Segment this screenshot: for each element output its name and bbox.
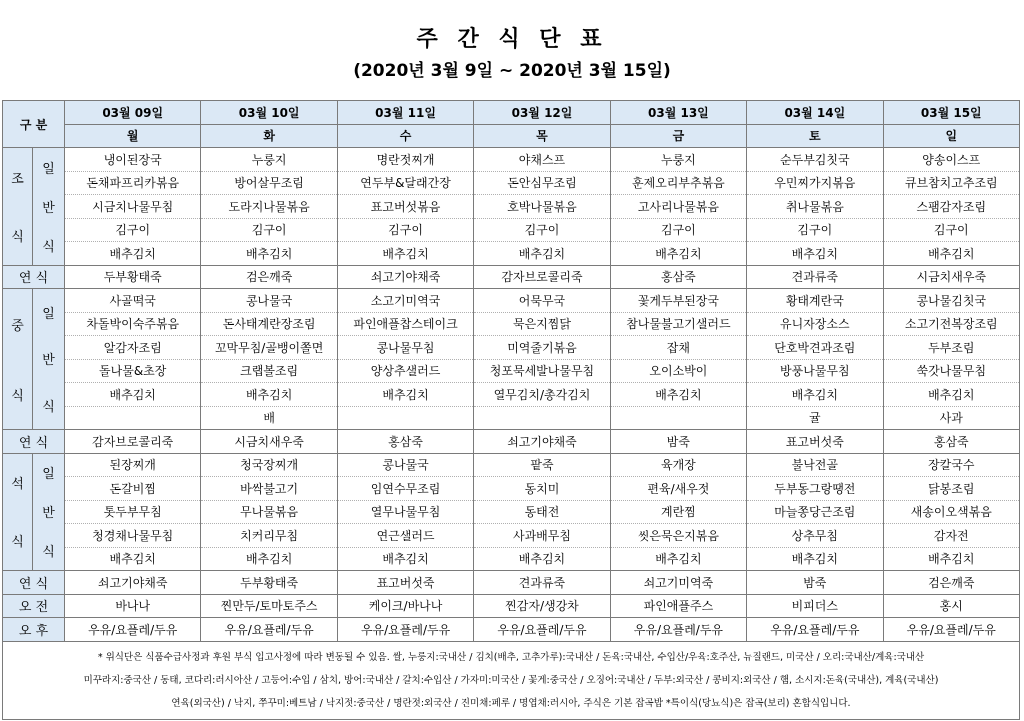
- menu-item: 된장찌개: [65, 453, 201, 477]
- menu-item: 배추김치: [337, 383, 473, 407]
- soft-diet-item: 쇠고기야채죽: [65, 571, 201, 595]
- menu-item: 명란젓찌개: [337, 148, 473, 172]
- menu-item: 상추무침: [747, 524, 883, 548]
- pm-snack-item: 우유/요플레/두유: [337, 618, 473, 642]
- menu-item: 냉이된장국: [65, 148, 201, 172]
- soft-diet-item: 검은깨죽: [201, 265, 337, 289]
- menu-item: 배추김치: [883, 242, 1019, 266]
- menu-item: 꽃게두부된장국: [610, 289, 746, 313]
- general-diet-label-char: 반: [42, 506, 55, 522]
- soft-diet-item: 쇠고기야채죽: [337, 265, 473, 289]
- menu-item: 열무김치/총각김치: [474, 383, 610, 407]
- menu-item: 배추김치: [474, 547, 610, 571]
- lunch-label: [3, 289, 33, 430]
- menu-item: 배추김치: [65, 547, 201, 571]
- soft-diet-item: 견과류죽: [747, 265, 883, 289]
- menu-item: 우민찌가지볶음: [747, 171, 883, 195]
- menu-item: 두부조림: [883, 336, 1019, 360]
- menu-item: 스팸감자조림: [883, 195, 1019, 219]
- menu-item: 김구이: [65, 218, 201, 242]
- menu-item: 쑥갓나물무침: [883, 359, 1019, 383]
- menu-item: 김구이: [337, 218, 473, 242]
- breakfast-label: [3, 148, 33, 266]
- soft-diet-item: 감자브로콜리죽: [65, 430, 201, 454]
- menu-item: 방풍나물무침: [747, 359, 883, 383]
- soft-diet-item: 쇠고기야채죽: [474, 430, 610, 454]
- menu-item: 김구이: [201, 218, 337, 242]
- general-diet-label-char: 식: [42, 239, 55, 255]
- menu-item: 계란찜: [610, 500, 746, 524]
- weekday-header: 일: [883, 124, 1019, 148]
- menu-item: 닭봉조림: [883, 477, 1019, 501]
- soft-diet-item: 쇠고기미역죽: [610, 571, 746, 595]
- weekday-header: 토: [747, 124, 883, 148]
- menu-item: 도라지나물볶음: [201, 195, 337, 219]
- menu-item: 차돌박이숙주볶음: [65, 312, 201, 336]
- pm-snack-item: 우유/요플레/두유: [201, 618, 337, 642]
- menu-item: 콩나물무침: [337, 336, 473, 360]
- menu-item: 참나물불고기샐러드: [610, 312, 746, 336]
- menu-item: 임연수무조림: [337, 477, 473, 501]
- general-diet-label: [33, 453, 65, 571]
- menu-item: 배추김치: [610, 547, 746, 571]
- menu-item: 장칼국수: [883, 453, 1019, 477]
- menu-item: 단호박견과조림: [747, 336, 883, 360]
- menu-item: 배추김치: [610, 242, 746, 266]
- menu-item: 누룽지: [201, 148, 337, 172]
- menu-item: [610, 406, 746, 430]
- date-header: 03월 14일: [747, 101, 883, 125]
- menu-item: 알감자조림: [65, 336, 201, 360]
- menu-item: [474, 406, 610, 430]
- menu-item: 육개장: [610, 453, 746, 477]
- general-diet-label-text: [33, 148, 64, 265]
- date-header: 03월 09일: [65, 101, 201, 125]
- menu-item: 청포묵세발나물무침: [474, 359, 610, 383]
- pm-snack-item: 우유/요플레/두유: [747, 618, 883, 642]
- am-snack-item: 파인애플주스: [610, 594, 746, 618]
- lunch-label-text: [3, 289, 32, 429]
- soft-diet-item: 두부황태죽: [65, 265, 201, 289]
- pm-snack-label: 오 후: [3, 618, 65, 642]
- general-diet-label-char: 반: [42, 353, 55, 369]
- menu-item: 편육/새우젓: [610, 477, 746, 501]
- menu-item: 청경채나물무침: [65, 524, 201, 548]
- dinner-label-char: 석: [11, 477, 24, 493]
- menu-item: 돈사태계란장조림: [201, 312, 337, 336]
- ingredient-origin-notes: [2, 641, 1020, 720]
- menu-item: 김구이: [747, 218, 883, 242]
- menu-item: 배: [201, 406, 337, 430]
- menu-item: 미역줄기볶음: [474, 336, 610, 360]
- soft-diet-item: 표고버섯죽: [747, 430, 883, 454]
- menu-item: 배추김치: [610, 383, 746, 407]
- menu-item: 사과배무침: [474, 524, 610, 548]
- am-snack-item: 홍시: [883, 594, 1019, 618]
- am-snack-item: 찐만두/토마토주스: [201, 594, 337, 618]
- dinner-label-char: 식: [11, 535, 24, 551]
- date-header: 03월 12일: [474, 101, 610, 125]
- weekday-header: 화: [201, 124, 337, 148]
- breakfast-label-char: 조: [11, 171, 24, 187]
- menu-item: 무나물볶음: [201, 500, 337, 524]
- menu-item: 톳두부무침: [65, 500, 201, 524]
- general-diet-label-char: 일: [42, 306, 55, 322]
- menu-item: 동태전: [474, 500, 610, 524]
- menu-item: 동치미: [474, 477, 610, 501]
- soft-diet-item: 홍삼죽: [883, 430, 1019, 454]
- soft-diet-item: 두부황태죽: [201, 571, 337, 595]
- weekly-menu-table: [2, 100, 1020, 642]
- menu-item: 소고기미역국: [337, 289, 473, 313]
- menu-item: 돈갈비찜: [65, 477, 201, 501]
- soft-diet-item: 검은깨죽: [883, 571, 1019, 595]
- menu-item: 치커리무침: [201, 524, 337, 548]
- menu-item: 바싹불고기: [201, 477, 337, 501]
- menu-item: 유니자장소스: [747, 312, 883, 336]
- am-snack-label: 오 전: [3, 594, 65, 618]
- menu-item: 김구이: [883, 218, 1019, 242]
- general-diet-label-char: 일: [42, 467, 55, 483]
- dinner-label-text: [3, 454, 32, 571]
- menu-item: 배추김치: [201, 383, 337, 407]
- header-label: 구 분: [3, 101, 65, 148]
- date-header: 03월 10일: [201, 101, 337, 125]
- menu-item: 돈안심무조림: [474, 171, 610, 195]
- menu-item: 방어살무조림: [201, 171, 337, 195]
- menu-item: 오이소박이: [610, 359, 746, 383]
- dinner-label: [3, 453, 33, 571]
- am-snack-item: 바나나: [65, 594, 201, 618]
- am-snack-item: 비피더스: [747, 594, 883, 618]
- breakfast-label-char: 식: [11, 229, 24, 245]
- lunch-label-char: 식: [11, 388, 24, 404]
- menu-item: 콩나물국: [201, 289, 337, 313]
- general-diet-label-text: [33, 289, 64, 429]
- menu-item: 배추김치: [474, 242, 610, 266]
- menu-item: [337, 406, 473, 430]
- menu-item: 배추김치: [201, 547, 337, 571]
- menu-item: 배추김치: [201, 242, 337, 266]
- menu-item: 콩나물김칫국: [883, 289, 1019, 313]
- menu-item: 묵은지찜닭: [474, 312, 610, 336]
- menu-item: 청국장찌개: [201, 453, 337, 477]
- menu-item: 어묵무국: [474, 289, 610, 313]
- menu-item: 콩나물국: [337, 453, 473, 477]
- general-diet-label-char: 식: [42, 400, 55, 416]
- menu-item: 배추김치: [747, 547, 883, 571]
- menu-item: 황태계란국: [747, 289, 883, 313]
- menu-item: 배추김치: [883, 383, 1019, 407]
- menu-item: 팥죽: [474, 453, 610, 477]
- menu-item: 감자전: [883, 524, 1019, 548]
- menu-item: 야채스프: [474, 148, 610, 172]
- menu-item: 고사리나물볶음: [610, 195, 746, 219]
- menu-item: 시금치나물무침: [65, 195, 201, 219]
- menu-item: 훈제오리부추볶음: [610, 171, 746, 195]
- menu-item: 마늘쫑당근조림: [747, 500, 883, 524]
- soft-diet-label: 연 식: [3, 265, 65, 289]
- soft-diet-item: 시금치새우죽: [201, 430, 337, 454]
- am-snack-item: 케이크/바나나: [337, 594, 473, 618]
- menu-item: 호박나물볶음: [474, 195, 610, 219]
- pm-snack-item: 우유/요플레/두유: [883, 618, 1019, 642]
- am-snack-item: 찐감자/생강차: [474, 594, 610, 618]
- menu-item: 취나물볶음: [747, 195, 883, 219]
- menu-item: 돈채파프리카볶음: [65, 171, 201, 195]
- menu-item: 사골떡국: [65, 289, 201, 313]
- soft-diet-item: 홍삼죽: [610, 265, 746, 289]
- menu-item: 표고버섯볶음: [337, 195, 473, 219]
- date-header: 03월 11일: [337, 101, 473, 125]
- lunch-label-char: 중: [11, 318, 24, 334]
- general-diet-label-char: 식: [42, 545, 55, 561]
- menu-item: 배추김치: [337, 242, 473, 266]
- soft-diet-label: 연 식: [3, 571, 65, 595]
- menu-item: 파인애플찹스테이크: [337, 312, 473, 336]
- menu-item: 양상추샐러드: [337, 359, 473, 383]
- origin-note-line: 연육(외국산) / 낙지, 쭈꾸미:베트남 / 낙지젓:중국산 / 명란젓:외국산 / 진미채:페루 / 명엽채:러시아, 주식은 기본 잡곡밥 *특이식(당뇨식)은 잡곡(보리) 혼합식입니다.: [171, 698, 851, 709]
- menu-item: 양송이스프: [883, 148, 1019, 172]
- menu-item: 꼬막무침/골뱅이쫄면: [201, 336, 337, 360]
- origin-note-line: 미꾸라지:중국산 / 동태, 코다리:러시아산 / 고등어:수입 / 삼치, 방어:국내산 / 갈치:수입산 / 가자미:미국산 / 꽃게:중국산 / 오징어:국내산 / 두부:외국산 / 콩비지:외국산 / 햄, 소시지:돈육(국내산), 계육(국내산): [83, 675, 939, 686]
- weekday-header: 목: [474, 124, 610, 148]
- menu-item: 씻은묵은지볶음: [610, 524, 746, 548]
- menu-item: 누룽지: [610, 148, 746, 172]
- menu-item: 순두부김칫국: [747, 148, 883, 172]
- general-diet-label-char: 반: [42, 200, 55, 216]
- soft-diet-item: 시금치새우죽: [883, 265, 1019, 289]
- menu-item: 사과: [883, 406, 1019, 430]
- menu-item: 배추김치: [337, 547, 473, 571]
- weekday-header: 월: [65, 124, 201, 148]
- date-range: (2020년 3월 9일 ~ 2020년 3월 15일): [353, 61, 671, 81]
- general-diet-label-text: [33, 454, 64, 571]
- soft-diet-label: 연 식: [3, 430, 65, 454]
- menu-item: 배추김치: [883, 547, 1019, 571]
- menu-item: 김구이: [474, 218, 610, 242]
- menu-item: 소고기전복장조림: [883, 312, 1019, 336]
- menu-item: 연근샐러드: [337, 524, 473, 548]
- menu-item: 귤: [747, 406, 883, 430]
- pm-snack-item: 우유/요플레/두유: [474, 618, 610, 642]
- soft-diet-item: 밤죽: [747, 571, 883, 595]
- soft-diet-item: 감자브로콜리죽: [474, 265, 610, 289]
- menu-item: 김구이: [610, 218, 746, 242]
- menu-item: 새송이오색볶음: [883, 500, 1019, 524]
- soft-diet-item: 홍삼죽: [337, 430, 473, 454]
- menu-item: [65, 406, 201, 430]
- date-header: 03월 15일: [883, 101, 1019, 125]
- menu-item: 큐브참치고추조림: [883, 171, 1019, 195]
- general-diet-label: [33, 289, 65, 430]
- weekday-header: 수: [337, 124, 473, 148]
- menu-item: 불낙전골: [747, 453, 883, 477]
- breakfast-label-text: [3, 148, 32, 265]
- menu-item: 두부동그랑땡전: [747, 477, 883, 501]
- page-title: 주 간 식 단 표: [416, 27, 608, 52]
- menu-item: 크랩볼조림: [201, 359, 337, 383]
- menu-item: 열무나물무침: [337, 500, 473, 524]
- menu-item: 돌나물&초장: [65, 359, 201, 383]
- soft-diet-item: 밤죽: [610, 430, 746, 454]
- general-diet-label: [33, 148, 65, 266]
- soft-diet-item: 표고버섯죽: [337, 571, 473, 595]
- pm-snack-item: 우유/요플레/두유: [65, 618, 201, 642]
- pm-snack-item: 우유/요플레/두유: [610, 618, 746, 642]
- menu-item: 배추김치: [747, 383, 883, 407]
- menu-item: 배추김치: [65, 242, 201, 266]
- date-header: 03월 13일: [610, 101, 746, 125]
- origin-note-line: * 위식단은 식품수급사정과 후원 부식 입고사정에 따라 변동될 수 있음. 쌀, 누룽지:국내산 / 김치(배추, 고추가루):국내산 / 돈육:국내산, 수입산/우육:호주산, 뉴질랜드, 미국산 / 오리:국내산/계육:국내산: [97, 652, 925, 663]
- soft-diet-item: 견과류죽: [474, 571, 610, 595]
- general-diet-label-char: 일: [42, 161, 55, 177]
- menu-item: 잡채: [610, 336, 746, 360]
- menu-item: 연두부&달래간장: [337, 171, 473, 195]
- weekday-header: 금: [610, 124, 746, 148]
- menu-item: 배추김치: [65, 383, 201, 407]
- menu-item: 배추김치: [747, 242, 883, 266]
